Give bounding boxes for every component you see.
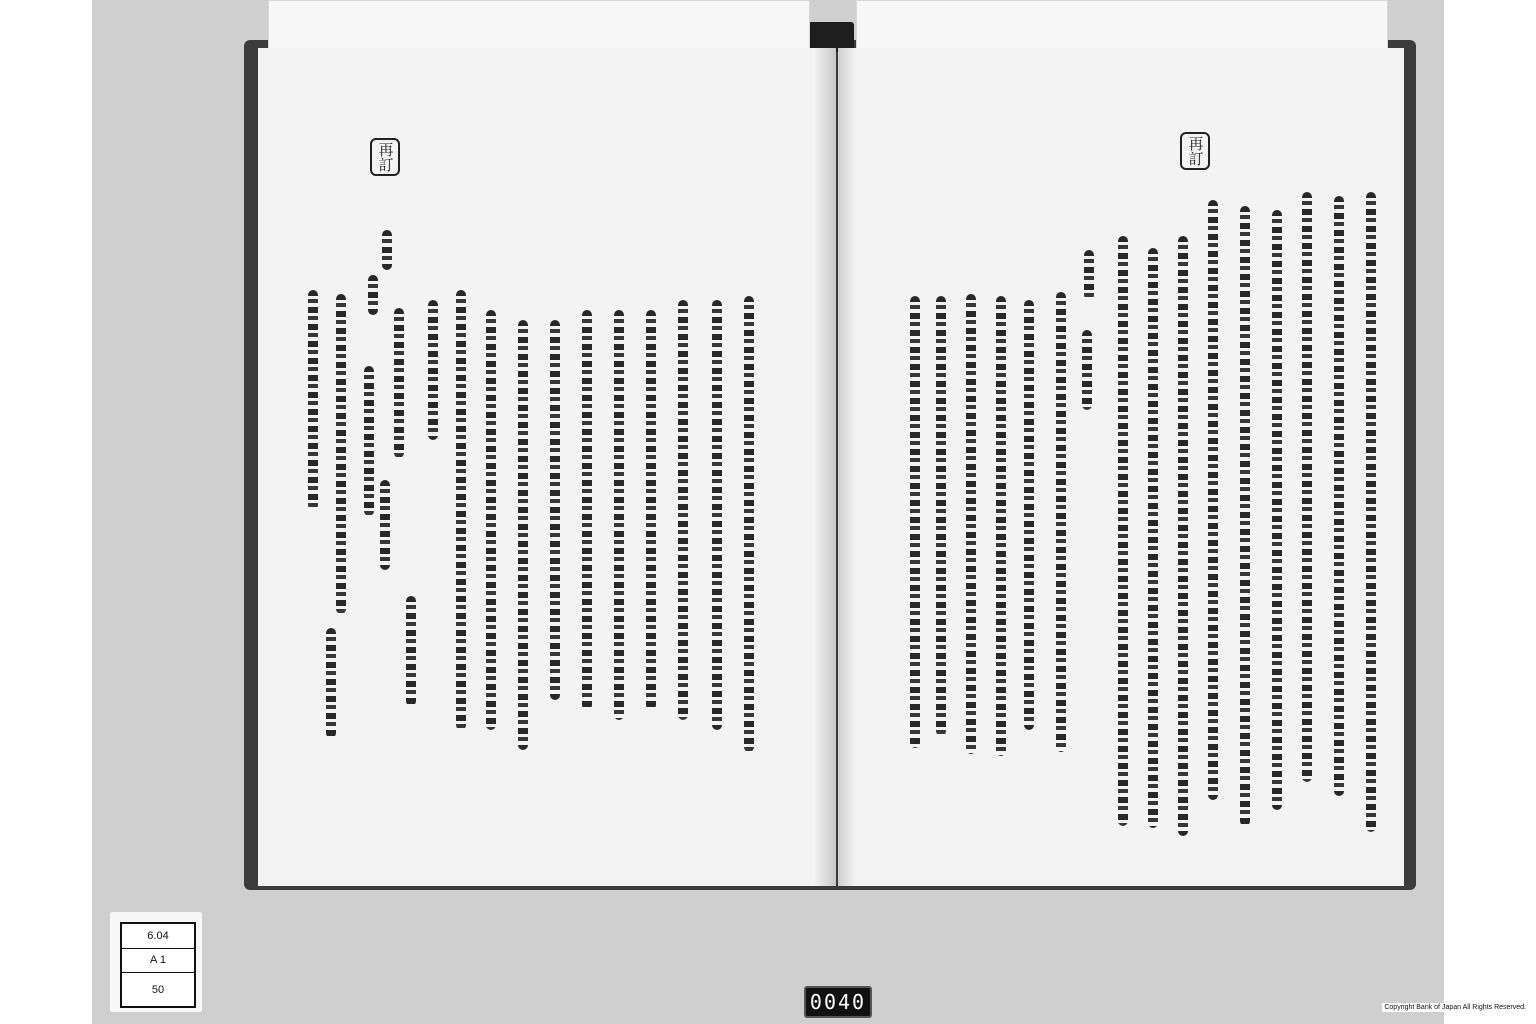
- handwriting-column: [614, 310, 624, 720]
- archive-label-line2: A 1: [122, 949, 194, 974]
- handwriting-column: [550, 320, 560, 700]
- left-stamp-text: 再訂: [376, 142, 395, 172]
- handwriting-column: [368, 275, 378, 315]
- handwriting-column: [336, 294, 346, 614]
- right-stamp-text: 再訂: [1186, 136, 1205, 166]
- handwriting-column: [1366, 192, 1376, 832]
- handwriting-column: [1082, 330, 1092, 410]
- archive-label-card: [110, 912, 202, 1012]
- handwriting-column: [518, 320, 528, 750]
- handwriting-column: [380, 480, 390, 570]
- handwriting-column: [382, 230, 392, 270]
- handwriting-column: [394, 308, 404, 458]
- archive-label-line3: 50: [151, 983, 165, 996]
- handwriting-column: [1148, 248, 1158, 828]
- handwriting-column: [308, 290, 318, 510]
- left-overlay-slip: [268, 0, 810, 52]
- handwriting-column: [1118, 236, 1128, 826]
- archive-label-line1: 6.04: [122, 924, 194, 949]
- handwriting-column: [428, 300, 438, 440]
- archive-label: [120, 922, 196, 1008]
- handwriting-column: [406, 596, 416, 706]
- frame-number: 0040: [804, 986, 872, 1018]
- handwriting-column: [364, 366, 374, 516]
- handwriting-column: [1302, 192, 1312, 782]
- handwriting-column: [1024, 300, 1034, 730]
- handwriting-column: [1240, 206, 1250, 826]
- right-page-stamp: [1180, 132, 1210, 170]
- handwriting-column: [582, 310, 592, 710]
- handwriting-column: [910, 296, 920, 748]
- handwriting-column: [1334, 196, 1344, 796]
- copyright-notice: Copyright Bank of Japan All Rights Reserved.: [1384, 1004, 1526, 1011]
- handwriting-column: [712, 300, 722, 730]
- handwriting-column: [1178, 236, 1188, 836]
- handwriting-column: [678, 300, 688, 720]
- handwriting-column: [486, 310, 496, 730]
- right-overlay-slip: [856, 0, 1388, 52]
- handwriting-column: [456, 290, 466, 730]
- handwriting-column: [966, 294, 976, 754]
- handwriting-column: [1056, 292, 1066, 752]
- left-page-stamp: [370, 138, 400, 176]
- handwriting-column: [646, 310, 656, 710]
- handwriting-column: [326, 628, 336, 738]
- handwriting-column: [936, 296, 946, 736]
- handwriting-column: [744, 296, 754, 752]
- handwriting-column: [1084, 250, 1094, 300]
- handwriting-column: [1208, 200, 1218, 800]
- handwriting-column: [996, 296, 1006, 756]
- handwriting-column: [1272, 210, 1282, 810]
